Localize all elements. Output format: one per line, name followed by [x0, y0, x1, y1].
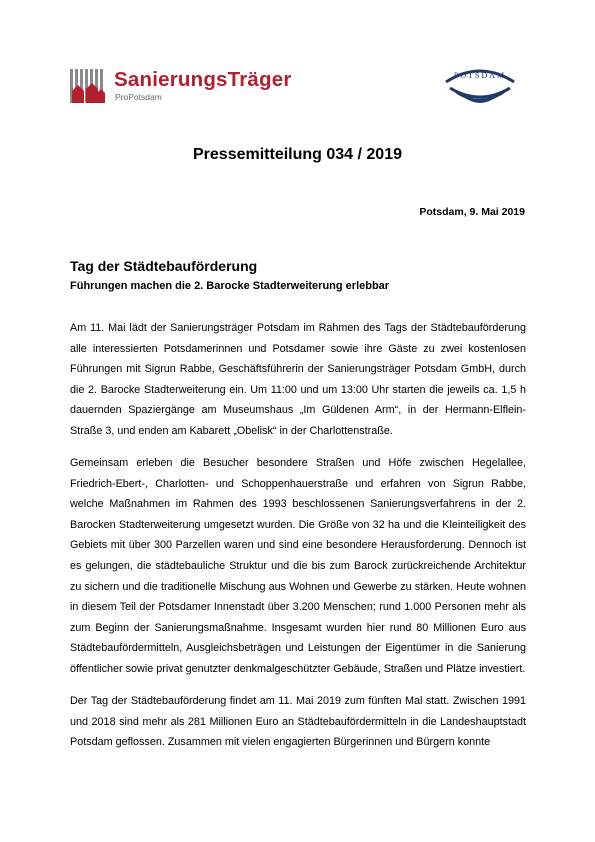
- paragraph-funding: Der Tag der Städtebauförderung findet am 11. Mai 2019 zum fünften Mal statt. Zwischen 1991 und 2018 sind mehr als 281 Millionen Euro an Städtebaufördermitteln in die Landeshauptstadt Potsdam geflossen. Zusammen mit vielen engagierten Bürgerinnen und Bürgern konnte: [70, 695, 526, 749]
- paragraph-details: Gemeinsam erleben die Besucher besondere Straßen und Höfe zwischen Hegelallee, Friedrich-Ebert-, Charlotten- und Schoppenhauerstraße und erfahren von Sigrun Rabbe, welche Maßnahmen im Rahmen des 1993 beschlossenen Sanierungsverfahrens in der 2. Barocken Stadterweiterung umgesetzt wurden. Die Größe von 32 ha und die Kleinteiligkeit des Gebiets mit über 300 Parzellen waren und sind eine besondere Herausforderung. Dennoch ist es gelungen, die städtebauliche Struktur und die bis zum Barock zurückreichende Architektur zu sichern und die traditionelle Mischung aus Wohnen und Gewerbe zu stärken. Heute wohnen in diesem Teil der Potsdamer Innenstadt über 3.200 Menschen; rund 1.000 Personen mehr als zum Beginn der Sanierungsmaßnahme. Insgesamt wurden hier rund 80 Millionen Euro aus Städtebaufördermitteln, Ausgleichsbeträgen und Leistungen der Eigentümer in die Sanierung öffentlicher sowie privat genutzter denkmalgeschützter Gebäude, Straßen und Plätze investiert.: [70, 457, 526, 675]
- brand-subtitle: ProPotsdam: [115, 92, 162, 102]
- building-bars-icon: [70, 67, 106, 105]
- headline: Tag der Städtebauförderung: [70, 258, 258, 274]
- date-line: Potsdam, 9. Mai 2019: [419, 206, 525, 218]
- sanierungstraeger-logo: [70, 67, 310, 107]
- potsdam-logo-text: POTSDAM: [453, 71, 507, 80]
- potsdam-emblem-icon: [440, 62, 520, 108]
- page-title: Pressemitteilung 034 / 2019: [193, 146, 402, 163]
- subheadline: Führungen machen die 2. Barocke Stadterweiterung erlebbar: [70, 280, 390, 292]
- paragraph-intro: Am 11. Mai lädt der Sanierungsträger Potsdam im Rahmen des Tags der Städtebauförderung alle interessierten Potsdamerinnen und Potsdamer sowie ihre Gäste zu zwei kostenlosen Führungen mit Sigrun Rabbe, Geschäftsführerin der Sanierungsträger Potsdam GmbH, durch die 2. Barocke Stadterweiterung ein. Um 11:00 und um 13:00 Uhr starten die jeweils ca. 1,5 h dauernden Spaziergänge am Museumshaus „Im Güldenen Arm“, in der Hermann-Elflein-Straße 3, und enden am Kabarett „Obelisk“ in der Charlottenstraße.: [70, 322, 526, 437]
- potsdam-logo: [440, 62, 520, 108]
- brand-name: SanierungsTräger: [114, 68, 292, 91]
